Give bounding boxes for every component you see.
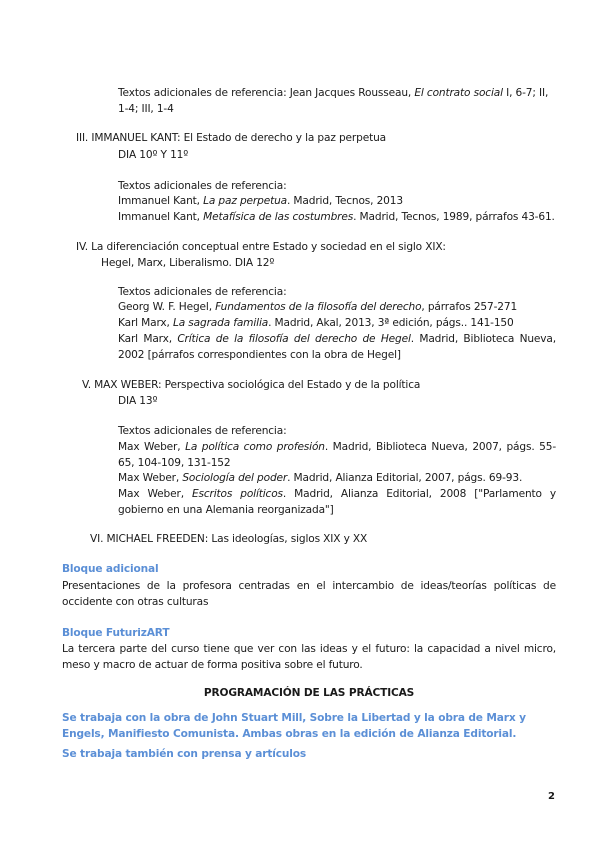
section-3-ref-2: Immanuel Kant, Metafísica de las costumbres. Madrid, Tecnos, 1989, párrafos 43-61. [118, 211, 555, 223]
section-5-ref-2: Max Weber, Sociología del poder. Madrid, Alianza Editorial, 2007, págs. 69-93. [118, 472, 523, 484]
section-5-refs-label: Textos adicionales de referencia: [118, 425, 287, 437]
section-4-sub: Hegel, Marx, Liberalismo. DIA 12º [101, 257, 275, 269]
section-3-day: DIA 10º Y 11º [118, 149, 189, 161]
section-5-ref-3: Max Weber, Escritos políticos. Madrid, Alianza Editorial, 2008 ["Parlamento y gobierno en una Alemania reorganizada"] [118, 488, 556, 516]
section-5-heading: V. MAX WEBER: Perspectiva sociológica del Estado y de la política [82, 379, 421, 391]
practicas-line-2: Se trabaja también con prensa y artículos [62, 748, 307, 760]
section-3-ref-1: Immanuel Kant, La paz perpetua. Madrid, Tecnos, 2013 [118, 195, 403, 207]
section-6-heading: VI. MICHAEL FREEDEN: Las ideologías, siglos XIX y XX [90, 533, 368, 545]
section-3-refs-label: Textos adicionales de referencia: [118, 180, 287, 192]
rousseau-ref-line2: 1-4; III, 1-4 [118, 103, 174, 115]
page-number: 2 [548, 791, 555, 802]
section-4-refs-label: Textos adicionales de referencia: [118, 286, 287, 298]
bloque-futurizart-title: Bloque FuturizART [62, 627, 170, 639]
bloque-adicional-title: Bloque adicional [62, 563, 159, 575]
bloque-adicional-text: Presentaciones de la profesora centradas en el intercambio de ideas/teorías políticas de occidente con otras culturas [62, 580, 556, 608]
section-3-heading: III. IMMANUEL KANT: El Estado de derecho y la paz perpetua [76, 132, 386, 144]
section-5-day: DIA 13º [118, 395, 158, 407]
practicas-heading: PROGRAMACIÓN DE LAS PRÁCTICAS [203, 687, 415, 699]
section-5-ref-1: Max Weber, La política como profesión. Madrid, Biblioteca Nueva, 2007, págs. 55-65, 104-109, 131-152 [118, 441, 557, 469]
section-4-ref-1: Georg W. F. Hegel, Fundamentos de la filosofía del derecho, párrafos 257-271 [118, 301, 518, 313]
section-4-heading: IV. La diferenciación conceptual entre Estado y sociedad en el siglo XIX: [76, 241, 446, 253]
practicas-line-1: Se trabaja con la obra de John Stuart Mill, Sobre la Libertad y la obra de Marx y Engels, Manifiesto Comunista. Ambas obras en la edición de Alianza Editorial. [62, 712, 526, 740]
bloque-futurizart-text: La tercera parte del curso tiene que ver con las ideas y el futuro: la capacidad a nivel micro, meso y macro de actuar de forma positiva sobre el futuro. [62, 643, 556, 671]
section-4-ref-3: Karl Marx, Crítica de la filosofía del derecho de Hegel. Madrid, Biblioteca Nueva, 2002 [párrafos correspondientes con la obra de Hegel] [118, 333, 556, 361]
rousseau-ref-line1: Textos adicionales de referencia: Jean Jacques Rousseau, El contrato social I, 6-7; II, [118, 87, 549, 99]
section-4-ref-2: Karl Marx, La sagrada familia. Madrid, Akal, 2013, 3ª edición, págs.. 141-150 [118, 317, 514, 329]
